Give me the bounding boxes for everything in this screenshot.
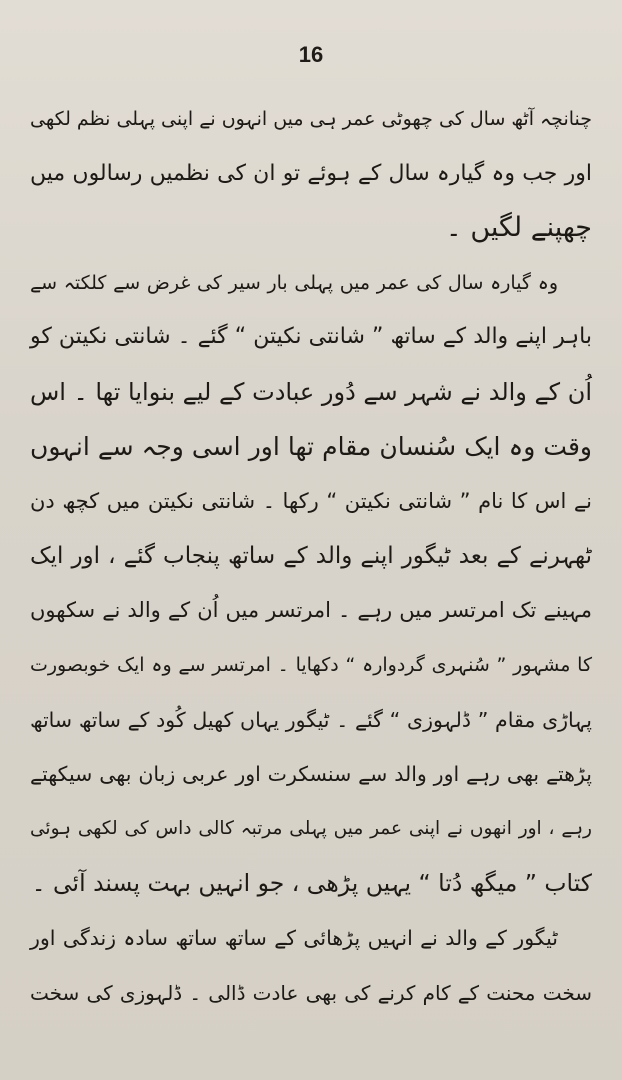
text-line: اور جب وہ گیارہ سال کے ہوئے تو ان کی نظمیں رسالوں میں [30, 160, 592, 186]
text-line: وقت وہ ایک سُنسان مقام تھا اور اسی وجہ سے انہوں [30, 431, 592, 461]
text-line: کتاب ” میگھ دُتا “ یہیں پڑھی ، جو انہیں بہت پسند آئی ۔ [31, 869, 592, 898]
text-line: رہے ، اور انھوں نے اپنی عمر میں پہلی مرتبہ کالی داس کی لکھی ہوئی [30, 817, 592, 839]
text-line: نے اس کا نام ” شانتی نکیتن “ رکھا ۔ شانتی نکیتن میں کچھ دن [30, 489, 592, 514]
text-line: چھپنے لگیں ۔ [445, 212, 592, 244]
page-number: 16 [298, 42, 324, 67]
text-line: سخت محنت کے کام کرنے کی بھی عادت ڈالی ۔ ڈلہوزی کی سخت [30, 980, 592, 1005]
text-line: چنانچہ آٹھ سال کی چھوٹی عمر ہی میں انہوں نے اپنی پہلی نظم لکھی [30, 108, 592, 130]
paragraph-1 [30, 92, 592, 256]
text-line: وہ گیارہ سال کی عمر میں پہلی بار سیر کی غرض سے کلکتہ سے [30, 271, 558, 294]
text-line: کا مشہور ” سُنہری گردوارہ “ دکھایا ۔ امرتسر سے وہ ایک خوبصورت [30, 653, 592, 676]
text-line: پہاڑی مقام ” ڈلہوزی “ گئے ۔ ٹیگور یہاں کھیل کُود کے ساتھ ساتھ [30, 707, 592, 732]
text-line: ٹیگور کے والد نے انہیں پڑھائی کے ساتھ ساتھ سادہ زندگی اور [30, 925, 558, 950]
text-line: مہینے تک امرتسر میں رہے ۔ امرتسر میں اُن کے والد نے سکھوں [30, 598, 592, 623]
text-line: باہر اپنے والد کے ساتھ ” شانتی نکیتن “ گئے ۔ شانتی نکیتن کو [30, 324, 592, 350]
paragraph-2 [30, 256, 592, 911]
text-line: پڑھتے بھی رہے اور والد سے سنسکرت اور عربی زبان بھی سیکھتے [30, 762, 592, 787]
paragraph-3 [30, 911, 592, 1020]
text-line: اُن کے والد نے شہر سے دُور عبادت کے لیے بنوایا تھا ۔ اس [30, 377, 592, 406]
text-line: ٹھہرنے کے بعد ٹیگور اپنے والد کے ساتھ پنجاب گئے ، اور ایک [30, 542, 592, 569]
body-text [30, 92, 592, 1020]
